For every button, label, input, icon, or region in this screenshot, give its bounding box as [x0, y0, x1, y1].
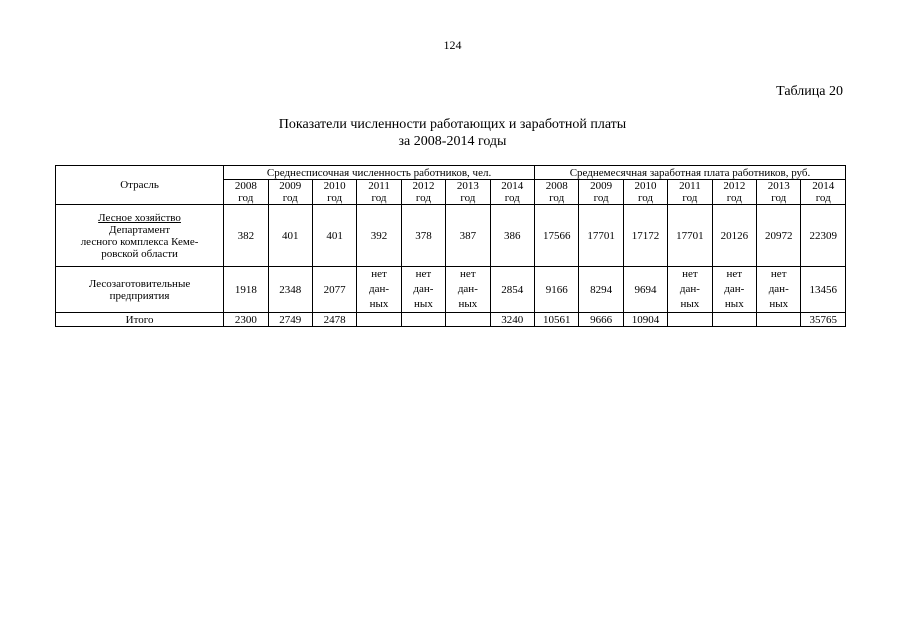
headcount-cell: 387: [446, 205, 490, 267]
headcount-cell: 2478: [312, 313, 356, 327]
no-data-text: ных: [414, 298, 433, 310]
header-year: 2011: [368, 180, 390, 192]
header-year-cell: [490, 180, 534, 205]
header-year: 2012: [723, 180, 746, 192]
header-year-unit: год: [371, 192, 387, 204]
header-year-unit: год: [327, 192, 343, 204]
no-data-text: ных: [458, 298, 478, 310]
no-data-text: ных: [680, 298, 700, 310]
salary-cell: 13456: [801, 267, 846, 313]
header-year-cell: [623, 180, 667, 205]
headcount-cell: [401, 313, 445, 327]
table-title: [0, 116, 905, 150]
header-year: 2010: [634, 180, 657, 192]
no-data-text: ных: [769, 298, 789, 310]
header-year-unit: год: [415, 192, 431, 204]
header-year-unit: год: [815, 192, 831, 204]
no-data-text: ных: [724, 298, 744, 310]
header-year-unit: год: [682, 192, 698, 204]
header-year-unit: год: [282, 192, 298, 204]
salary-cell: 17566: [534, 205, 578, 267]
salary-cell: 17701: [668, 205, 712, 267]
table-body: [56, 205, 846, 327]
row-label-line: ровской области: [101, 247, 178, 260]
header-year: 2008: [545, 180, 568, 192]
row-label: [56, 205, 224, 267]
row-label: [56, 267, 224, 313]
salary-cell: [757, 313, 801, 327]
header-year-cell: [401, 180, 445, 205]
header-year: 2011: [679, 180, 701, 192]
header-year-unit: год: [593, 192, 609, 204]
header-year: 2014: [812, 180, 835, 192]
no-data-text: дан-: [679, 283, 700, 295]
header-year: 2013: [767, 180, 790, 192]
salary-cell: 20126: [712, 205, 756, 267]
header-year-cell: [757, 180, 801, 205]
salary-cell: 35765: [801, 313, 846, 327]
headcount-cell: 2749: [268, 313, 312, 327]
headcount-cell: [357, 313, 401, 327]
salary-cell: 8294: [579, 267, 623, 313]
headcount-cell: 386: [490, 205, 534, 267]
headcount-cell: 382: [224, 205, 268, 267]
no-data-text: ных: [369, 298, 389, 310]
header-year-cell: [801, 180, 846, 205]
headcount-cell: 392: [357, 205, 401, 267]
header-year-unit: год: [771, 192, 787, 204]
header-industry: Отрасль: [56, 166, 224, 205]
no-data-text: дан-: [369, 283, 390, 295]
salary-cell: 9166: [534, 267, 578, 313]
header-year: 2008: [234, 180, 257, 192]
header-year-cell: [268, 180, 312, 205]
row-label-line: предприятия: [109, 289, 170, 302]
header-salary-group: Среднемесячная заработная плата работников, руб.: [534, 166, 845, 180]
salary-cell: 9694: [623, 267, 667, 313]
headcount-cell: 3240: [490, 313, 534, 327]
headcount-cell: [401, 267, 445, 313]
header-year: 2012: [412, 180, 435, 192]
table-row: [56, 313, 846, 327]
header-year: 2014: [501, 180, 524, 192]
row-label-line: лесного комплекса Кеме-: [80, 235, 199, 248]
table-row: [56, 267, 846, 313]
header-year-cell: [357, 180, 401, 205]
no-data-text: дан-: [768, 283, 789, 295]
no-data-text: дан-: [457, 283, 478, 295]
header-year-cell: [312, 180, 356, 205]
salary-cell: 9666: [579, 313, 623, 327]
no-data-text: нет: [415, 268, 432, 280]
headcount-cell: 401: [268, 205, 312, 267]
headcount-cell: 1918: [224, 267, 268, 313]
headcount-cell: [357, 267, 401, 313]
salary-cell: [757, 267, 801, 313]
headcount-cell: 378: [401, 205, 445, 267]
header-year: 2010: [323, 180, 346, 192]
page-number: 124: [443, 38, 462, 52]
data-table: [55, 165, 846, 327]
no-data-text: дан-: [413, 283, 434, 295]
row-label-line: Департамент: [109, 223, 171, 236]
header-year: 2009: [590, 180, 613, 192]
headcount-cell: [446, 267, 490, 313]
header-year-unit: год: [238, 192, 254, 204]
header-year: 2013: [456, 180, 479, 192]
header-year-cell: [224, 180, 268, 205]
salary-cell: 22309: [801, 205, 846, 267]
headcount-cell: 2300: [224, 313, 268, 327]
row-label-heading: Лесное хозяйство: [98, 211, 181, 224]
header-year-cell: [534, 180, 578, 205]
header-year-cell: [446, 180, 490, 205]
salary-cell: 10561: [534, 313, 578, 327]
table-title-line-1: Показатели численности работающих и заработной платы: [278, 117, 627, 132]
header-year-unit: год: [460, 192, 476, 204]
headcount-cell: 2077: [312, 267, 356, 313]
salary-cell: 17172: [623, 205, 667, 267]
headcount-cell: [446, 313, 490, 327]
header-headcount-group: Среднесписочная численность работников, чел.: [224, 166, 535, 180]
no-data-text: нет: [371, 268, 387, 280]
salary-cell: 17701: [579, 205, 623, 267]
row-label: Итого: [56, 313, 224, 327]
no-data-text: дан-: [724, 283, 745, 295]
salary-cell: 10904: [623, 313, 667, 327]
header-year-unit: год: [549, 192, 565, 204]
salary-cell: [712, 313, 756, 327]
header-year-unit: год: [726, 192, 742, 204]
no-data-text: нет: [726, 268, 743, 280]
header-year-cell: [712, 180, 756, 205]
salary-cell: [668, 313, 712, 327]
header-year-cell: [579, 180, 623, 205]
headcount-cell: 2854: [490, 267, 534, 313]
headcount-cell: 2348: [268, 267, 312, 313]
table-label: Таблица 20: [776, 84, 843, 99]
salary-cell: [712, 267, 756, 313]
header-year-unit: год: [504, 192, 520, 204]
row-label-line: Лесозаготовительные: [88, 277, 191, 290]
no-data-text: нет: [682, 268, 698, 280]
salary-cell: 20972: [757, 205, 801, 267]
no-data-text: нет: [770, 268, 787, 280]
header-year-cell: [668, 180, 712, 205]
no-data-text: нет: [460, 268, 476, 280]
table-row: [56, 205, 846, 267]
headcount-cell: 401: [312, 205, 356, 267]
salary-cell: [668, 267, 712, 313]
header-year-unit: год: [637, 192, 654, 204]
table-title-line-2: за 2008-2014 годы: [398, 134, 507, 149]
header-year: 2009: [279, 180, 302, 192]
